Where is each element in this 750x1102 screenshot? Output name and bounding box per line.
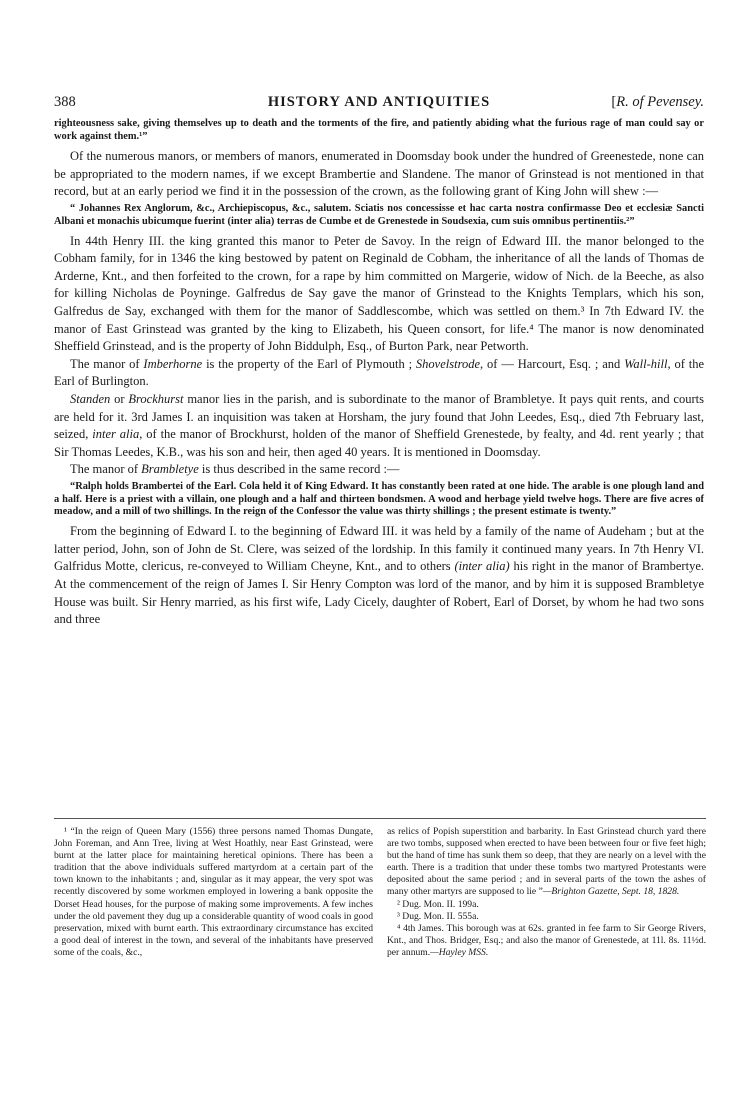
running-header bbox=[54, 94, 704, 118]
footnotes-left-column bbox=[54, 826, 373, 959]
paragraph-brambletye: The manor of Brambletye is thus described in the same record :— bbox=[70, 462, 400, 477]
section-text: R. of Pevensey. bbox=[616, 94, 704, 110]
running-title: HISTORY AND ANTIQUITIES bbox=[267, 94, 491, 110]
footnote-1-continued: as relics of Popish superstition and barbarity. In East Grinstead church yard there are two tombs, supposed when erected to have been between four or five feet high; but the hand of time has sunk them so deep, that they are nearly on a level with the earth. There is a tradition that under these tombs two martyred Protestants were deposited about the same period ; and in several parts of the town the ashes of many other martyrs are supposed to lie ”—Brighton Gazette, Sept. 18, 1828. bbox=[387, 826, 706, 898]
paragraph-history: In 44th Henry III. the king granted this manor to Peter de Savoy. In the reign of Edward III. the manor belonged to the Cobham family, for in 1346 the king bestowed by patent on Reginald de Cobham, the inheritance of all the lands of Thomas de Arderne, Knt., and then forfeited to the crown, for a rape by him committed on Margerie, widow of Nich. de la Beeche, as also for killing Nicholas de Poyninge. Galfredus de Say gave the manor of Grinstead to the Knights Templars, which his son, Galfredus de Say, exchanged with them for the manor of Saddlescombe, which was settled on them.³ In 7th Edward IV. the manor of East Grinstead was granted by the king to Elizabeth, his Queen consort, for life.⁴ The manor is now denominated Sheffield Grinstead, and is the property of John Biddulph, Esq., of Burton Park, near Petworth. bbox=[54, 233, 704, 354]
footnotes-right-column bbox=[387, 826, 706, 959]
paragraph-standen: Standen or Brockhurst manor lies in the parish, and is subordinate to the manor of Brambletye. It pays quit rents, and courts are held for it. 3rd James I. an inquisition was taken at Horsham, the jury found that John Leedes, Esq., died 7th February last, seized, inter alia, of the manor of Brockhurst, holden of the manor of Sheffield Grenestede, by fealty, and 4d. rent yearly ; that Sir Thomas Leedes, K.B., was his son and heir, then aged 40 years. It is mentioned in Doomsday. bbox=[54, 391, 704, 459]
footnote-2: ² Dug. Mon. II. 199a. bbox=[397, 898, 479, 910]
quote-doomsday: “Ralph holds Brambertei of the Earl. Cola held it of King Edward. It has constantly been rated at one hide. The arable is one plough land and a half. Here is a priest with a villain, one plough and a half and thirteen bondsmen. A wood and herbage yield twelve hogs. There are five acres of meadow, and a mill of two shillings. In the reign of the Confessor the value was thirty shillings ; the present estimate is twenty.” bbox=[54, 480, 704, 518]
section-bracket: [ bbox=[611, 94, 617, 110]
footnote-1: ¹ “In the reign of Queen Mary (1556) three persons named Thomas Dungate, John Foreman, and Ann Tree, living at West Hoathly, near East Grinstead, were burnt at the latter place for maintaining heretical opinions. There has been a tradition that the above individuals suffered martyrdom at a certain part of the town known to the inhabitants ; and, singular as it may appear, the very spot was recently discovered by some workmen employed in lowering a bank opposite the Dorset Head houses, for the purpose of making some improvements. A few inches under the old pavement they dug up a considerable quantity of wood coals in good preservation, mixed with burnt earth. This extraordinary circumstance has excited a good deal of interest in the town, and several of the inhabitants have preserved some of the coals, &c., bbox=[54, 826, 373, 958]
footnote-rule bbox=[54, 818, 706, 819]
footnote-4: ⁴ 4th James. This borough was at 62s. granted in fee farm to Sir George Rivers, Knt., and Thos. Bridger, Esq.; and also the manor of Grenestede, at 11l. 8s. 11½d. per annum.—Hayley MSS. bbox=[387, 922, 706, 958]
page-number: 388 bbox=[54, 94, 76, 110]
continued-paragraph: righteousness sake, giving themselves up to death and the torments of the fire, and patiently abiding what the furious rage of man could say or work against them.¹” bbox=[54, 118, 704, 142]
paragraph-manors: Of the numerous manors, or members of manors, enumerated in Doomsday book under the hundred of Greenestede, none can be appropriated to the modern names, if we except Brambertie and Slandene. The manor of Grinstead is not mentioned in that record, but at an early period we find it in the possession of the crown, as the following grant of King John will shew :— bbox=[54, 149, 704, 199]
footnote-3: ³ Dug. Mon. II. 555a. bbox=[397, 910, 479, 922]
paragraph-other-manors: The manor of Imberhorne is the property of the Earl of Plymouth ; Shovelstrode, of — Harcourt, Esq. ; and Wall-hill, of the Earl of Burlington. bbox=[54, 356, 704, 389]
main-text bbox=[54, 118, 704, 629]
section-label bbox=[611, 94, 704, 111]
page bbox=[54, 94, 704, 629]
footnotes bbox=[54, 826, 706, 959]
quote-king-john-grant: “ Johannes Rex Anglorum, &c., Archiepiscopus, &c., salutem. Sciatis nos concessisse et hac carta nostra confirmasse Deo et ecclesiæ Sancti Albani et monachis ubicumque fuerint (inter alia) terras de Cumbe et de Grenestede in Soudsexia, cum suis omnibus pertinentiis.²” bbox=[54, 202, 704, 227]
paragraph-audeham: From the beginning of Edward I. to the beginning of Edward III. it was held by a family of the name of Audeham ; but at the latter period, John, son of John de St. Clere, was seized of the lordship. In this family it continued many years. In 7th Henry VI. Galfridus Motte, clericus, re-conveyed to William Cheyne, Knt., and to others (inter alia) his right in the manor of Brambertye. At the commencement of the reign of James I. Sir Henry Compton was lord of the manor, and by him it is supposed Brambletye House was built. Sir Henry married, as his first wife, Lady Cicely, daughter of Robert, Earl of Dorset, by whom he had two sons and three bbox=[54, 524, 704, 627]
